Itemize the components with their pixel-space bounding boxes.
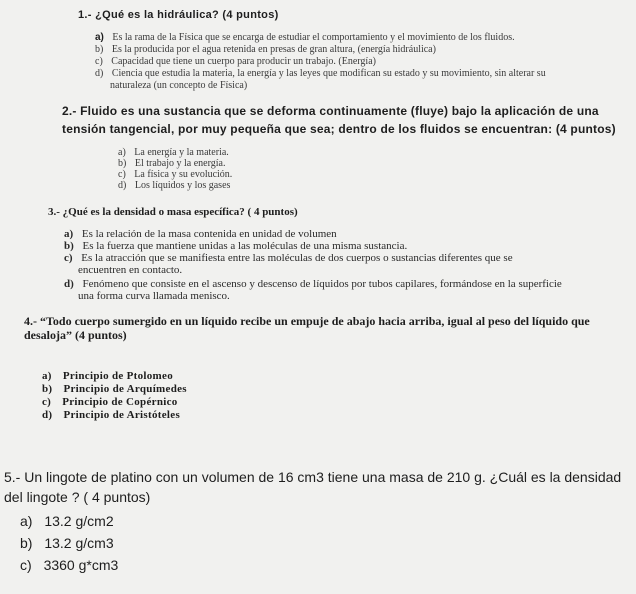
option-letter: c) — [95, 56, 103, 67]
option-letter: d) — [42, 409, 53, 421]
q1-option-a — [95, 32, 515, 43]
q5-option-a — [20, 513, 114, 529]
option-text: Principio de Copérnico — [62, 396, 178, 408]
option-letter: c) — [20, 557, 32, 573]
option-letter: c) — [64, 252, 73, 264]
option-letter: d) — [95, 68, 104, 79]
option-text: Es la fuerza que mantiene unidas a las moléculas de una misma sustancia. — [82, 240, 408, 252]
option-letter: b) — [118, 158, 127, 169]
q3-option-c — [64, 252, 513, 264]
question-1-title: 1.- ¿Qué es la hidráulica? (4 puntos) — [78, 9, 279, 21]
option-text: 3360 g*cm3 — [43, 557, 119, 573]
q1-option-d — [95, 68, 546, 79]
option-text: Los líquidos y los gases — [134, 180, 231, 191]
option-text: La energía y la materia. — [134, 147, 229, 158]
option-letter: d) — [118, 180, 127, 191]
option-text: Principio de Aristóteles — [63, 409, 181, 421]
option-letter: a) — [20, 513, 33, 529]
q2-option-d — [118, 180, 230, 191]
option-text: Es la rama de la Física que se encarga de estudiar el comportamiento y el movimiento de los fluidos. — [112, 32, 515, 43]
option-letter: d) — [64, 278, 74, 290]
option-letter: b) — [64, 240, 74, 252]
q4-option-c — [42, 396, 178, 408]
option-text: Capacidad que tiene un cuerpo para producir un trabajo. (Energía) — [111, 56, 376, 67]
q2-option-b — [118, 158, 225, 169]
option-letter: a) — [95, 32, 104, 43]
option-letter: c) — [118, 169, 126, 180]
option-text: Fenómeno que consiste en el ascenso y descenso de líquidos por tubos capilares, formándose en la superficie — [82, 278, 562, 290]
q3-option-c-continuation: encuentren en contacto. — [78, 264, 183, 276]
question-2-title: 2.- Fluido es una sustancia que se deforma continuamente (fluye) bajo la aplicación de una tensión tangencial, por muy pequeña que sea; dentro de los fluidos se encuentran: (4 puntos) — [62, 104, 616, 136]
option-letter: a) — [42, 370, 52, 382]
q1-option-c — [95, 56, 376, 67]
q4-option-b — [42, 383, 187, 395]
q2-option-a — [118, 147, 229, 158]
option-letter: c) — [42, 396, 52, 408]
q3-option-d-continuation: una forma curva llamada menisco. — [78, 290, 230, 302]
option-text: Es la atracción que se manifiesta entre las moléculas de dos cuerpos o sustancias diferentes que se — [81, 252, 513, 264]
option-text: Principio de Ptolomeo — [62, 370, 173, 382]
q3-option-b — [64, 240, 407, 252]
option-letter: a) — [64, 228, 74, 240]
option-letter: b) — [95, 44, 104, 55]
option-text: Es la relación de la masa contenida en unidad de volumen — [81, 228, 337, 240]
option-text: 13.2 g/cm3 — [44, 535, 114, 551]
q3-option-d — [64, 278, 562, 290]
question-4-title: 4.- “Todo cuerpo sumergido en un líquido recibe un empuje de abajo hacia arriba, igual al peso del líquido que desaloja” (4 puntos) — [24, 314, 590, 342]
option-letter: a) — [118, 147, 126, 158]
option-text: Ciencia que estudia la materia, la energía y las leyes que modifican su estado y su movimiento, sin alterar su — [111, 68, 546, 79]
option-text: El trabajo y la energía. — [134, 158, 226, 169]
q5-option-b — [20, 535, 114, 551]
option-letter: b) — [20, 535, 33, 551]
option-text: La física y su evolución. — [134, 169, 233, 180]
q1-option-b — [95, 44, 436, 55]
question-5-title: 5.- Un lingote de platino con un volumen de 16 cm3 tiene una masa de 210 g. ¿Cuál es la densidad del lingote ? ( 4 puntos) — [4, 469, 622, 505]
q1-option-d-continuation: naturaleza (un concepto de Física) — [110, 80, 248, 91]
option-text: Principio de Arquímedes — [63, 383, 187, 395]
q2-option-c — [118, 169, 232, 180]
q4-option-a — [42, 370, 173, 382]
q3-option-a — [64, 228, 337, 240]
option-letter: b) — [42, 383, 53, 395]
question-3-title: 3.- ¿Qué es la densidad o masa específica? ( 4 puntos) — [48, 206, 298, 218]
option-text: 13.2 g/cm2 — [44, 513, 114, 529]
q5-option-c — [20, 557, 118, 573]
option-text: Es la producida por el agua retenida en presas de gran altura, (energía hidráulica) — [111, 44, 436, 55]
q4-option-d — [42, 409, 180, 421]
